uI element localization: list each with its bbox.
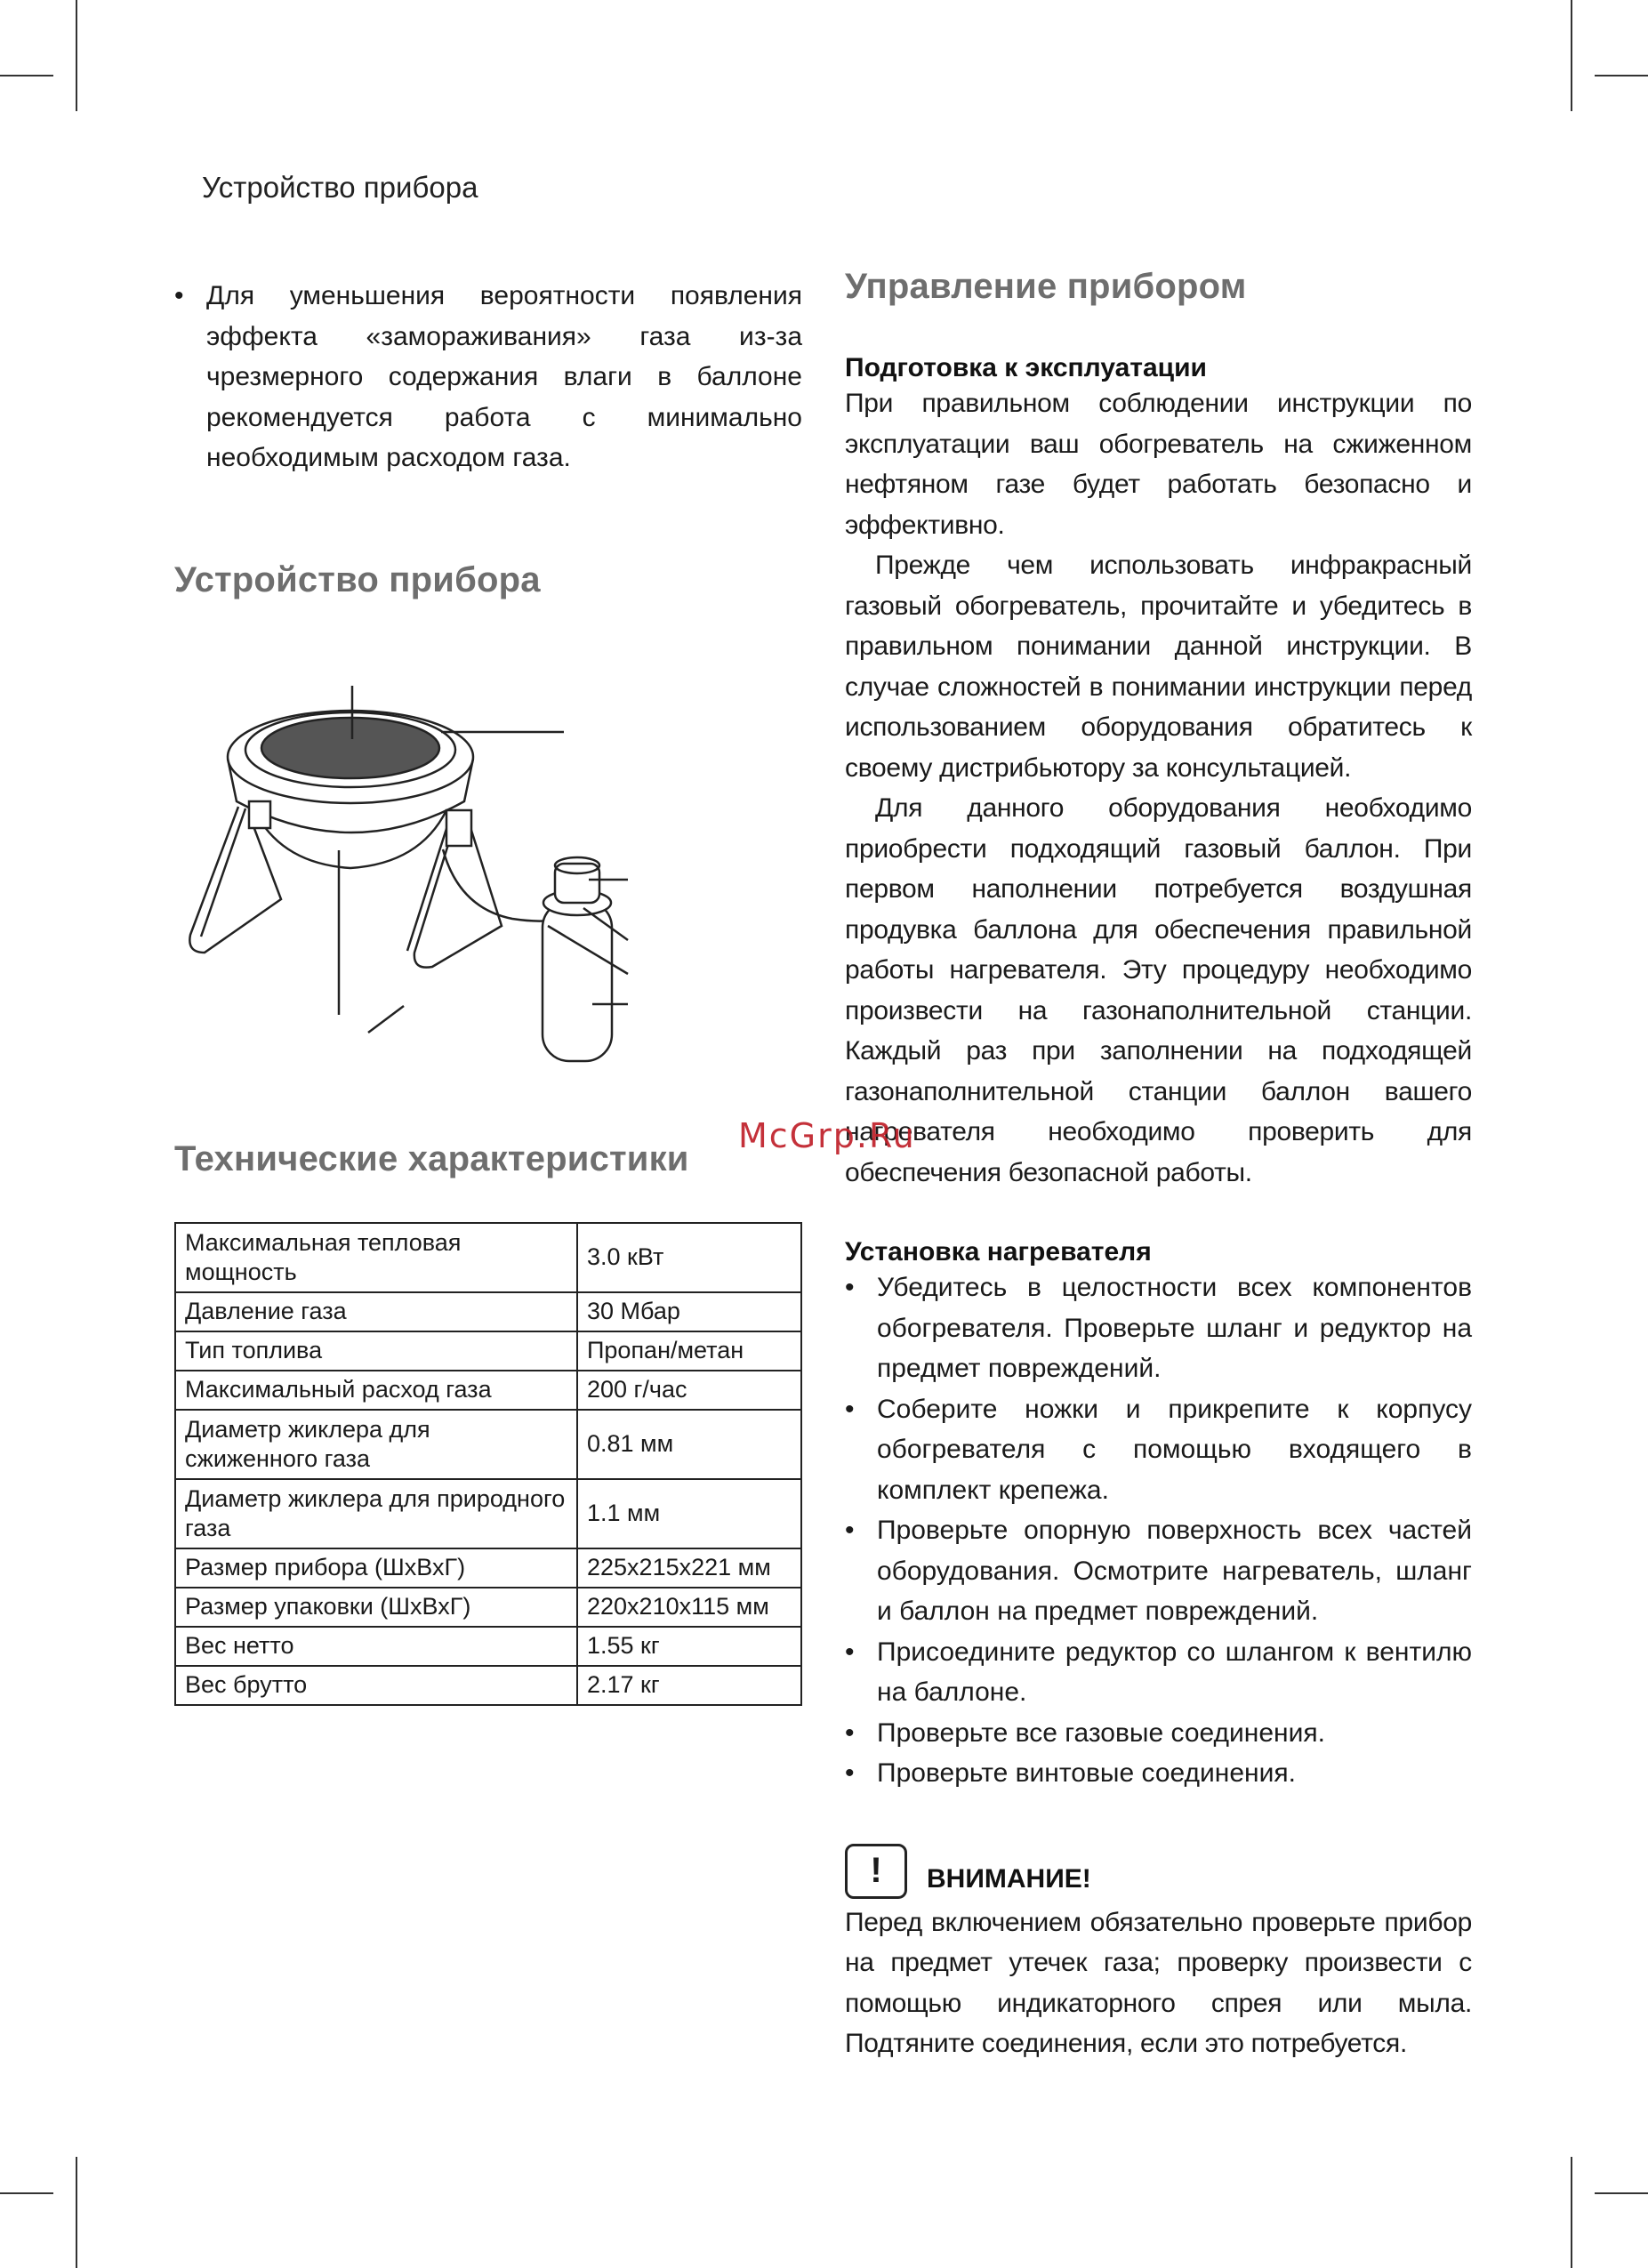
subsection-title-prep: Подготовка к эксплуатации [845, 353, 1207, 382]
spec-name: Размер прибора (ШхВхГ) [175, 1548, 577, 1588]
exclamation-icon: ! [845, 1844, 907, 1899]
prep-paragraph: При правильном соблюдении инструкции по эксплуатации ваш обогреватель на сжиженном нефтяном газе будет работать безопасно и эффективно. [845, 389, 1472, 540]
spec-value: 1.1 мм [577, 1479, 801, 1548]
warning-text: Перед включением обязательно проверьте прибор на предмет утечек газа; проверку произвести с помощью индикаторного спрея или мыла. Подтяните соединения, если это потребуется. [845, 1907, 1472, 2058]
list-item: • Для уменьшения вероятности появления эффекта «замораживания» газа из-за чрезмерного содержания влаги в баллоне рекомендуется работа с минимально необходимым расходом газа. [174, 276, 802, 479]
spec-name: Максимальная тепловая мощность [175, 1223, 577, 1292]
crop-mark [0, 75, 53, 76]
crop-mark [0, 2192, 53, 2194]
list-item: • Проверьте опорную поверхность всех частей оборудования. Осмотрите нагреватель, шланг и баллон на предмет повреждений. [845, 1510, 1472, 1632]
warning-title: ВНИМАНИЕ! [927, 1863, 1091, 1894]
table-row [175, 1223, 801, 1292]
heater-illustration [174, 686, 802, 1077]
crop-mark [76, 0, 77, 111]
list-item: • Проверьте все газовые соединения. [845, 1713, 1472, 1754]
spec-value: 225х215х221 мм [577, 1548, 801, 1588]
running-head: Устройство прибора [202, 171, 478, 204]
install-bullet-list [845, 1267, 1472, 1794]
right-column [845, 267, 1472, 2064]
spec-name: Размер упаковки (ШхВхГ) [175, 1588, 577, 1627]
spec-value: 1.55 кг [577, 1627, 801, 1666]
table-row [175, 1331, 801, 1371]
specs-table [174, 1222, 802, 1706]
spec-name: Максимальный расход газа [175, 1371, 577, 1410]
spec-value: Пропан/метан [577, 1331, 801, 1371]
spec-value: 220х210х115 мм [577, 1588, 801, 1627]
spec-value: 0.81 мм [577, 1410, 801, 1479]
prep-paragraph: Прежде чем использовать инфракрасный газовый обогреватель, прочитайте и убедитесь в правильном понимании данной инструкции. В случае сложностей в понимании инструкции перед использованием оборудования обратитесь к своему дистрибьютору за консультацией. [845, 551, 1472, 783]
watermark: McGrp.Ru [738, 1116, 916, 1155]
list-item: • Присоедините редуктор со шлангом к вентилю на баллоне. [845, 1632, 1472, 1713]
section-title-device: Устройство прибора [174, 559, 541, 599]
table-row [175, 1588, 801, 1627]
list-item: • Соберите ножки и прикрепите к корпусу обогревателя с помощью входящего в комплект крепежа. [845, 1389, 1472, 1511]
intro-bullet-list [174, 276, 802, 479]
crop-mark [1595, 2192, 1648, 2194]
heater-diagram [174, 686, 802, 1077]
spec-name: Диаметр жиклера для сжиженного газа [175, 1410, 577, 1479]
spec-name: Диаметр жиклера для природного газа [175, 1479, 577, 1548]
spec-value: 200 г/час [577, 1371, 801, 1410]
spec-name: Вес нетто [175, 1627, 577, 1666]
crop-mark [76, 2157, 77, 2268]
table-row [175, 1479, 801, 1548]
list-item: • Убедитесь в целостности всех компонентов обогревателя. Проверьте шланг и редуктор на предмет повреждений. [845, 1267, 1472, 1389]
warning-header [845, 1844, 1472, 1899]
table-row [175, 1666, 801, 1705]
left-column [174, 276, 802, 1706]
spec-value: 2.17 кг [577, 1666, 801, 1705]
prep-paragraph: Для данного оборудования необходимо приобрести подходящий газовый баллон. При первом наполнении потребуется воздушная продувка баллона для обеспечения правильной работы нагревателя. Эту процедуру необходимо произвести на газонаполнительной станции. Каждый раз при заполнении на подходящей газонаполнительной станции баллон вашего нагревателя необходимо проверить для обеспечения безопасной работы. [845, 793, 1472, 1187]
table-row [175, 1410, 801, 1479]
spec-name: Вес брутто [175, 1666, 577, 1705]
crop-mark [1571, 0, 1572, 111]
table-row [175, 1292, 801, 1331]
table-row [175, 1627, 801, 1666]
list-item: • Проверьте винтовые соединения. [845, 1753, 1472, 1794]
spec-name: Тип топлива [175, 1331, 577, 1371]
crop-mark [1571, 2157, 1572, 2268]
subsection-title-install: Установка нагревателя [845, 1237, 1152, 1267]
spec-name: Давление газа [175, 1292, 577, 1331]
spec-value: 30 Мбар [577, 1292, 801, 1331]
table-row [175, 1548, 801, 1588]
table-row [175, 1371, 801, 1410]
section-title-specs: Технические характеристики [174, 1138, 689, 1178]
crop-mark [1595, 75, 1648, 76]
section-title-control: Управление прибором [845, 267, 1247, 306]
spec-value: 3.0 кВт [577, 1223, 801, 1292]
